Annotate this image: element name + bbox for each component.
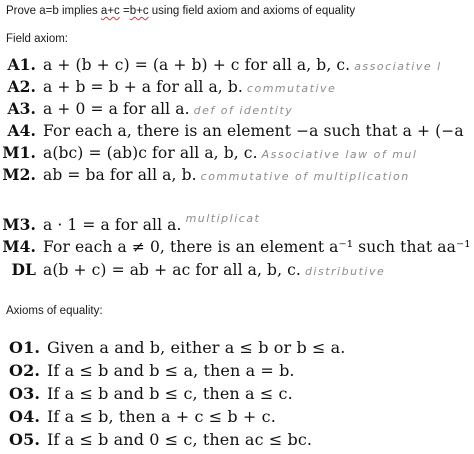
problem-statement <box>6 5 355 17</box>
axiom-id: A1. <box>7 55 36 74</box>
axiom-dl <box>0 260 385 279</box>
axiom-text: a(b + c) = ab + ac for all a, b, c. <box>43 261 301 279</box>
axiom-o3 <box>0 384 293 403</box>
statement-suffix: using field axiom and axioms of equality <box>148 5 356 17</box>
axiom-id: O4. <box>9 407 40 426</box>
axiom-id: DL <box>11 260 36 279</box>
axiom-id: A3. <box>7 99 36 118</box>
axiom-a1 <box>0 55 442 74</box>
equality-axioms-heading: Axioms of equality: <box>6 305 103 317</box>
axiom-id: O1. <box>9 338 40 357</box>
axiom-id: A2. <box>7 77 36 96</box>
axiom-id: O5. <box>9 430 40 449</box>
axiom-o2 <box>0 361 295 380</box>
handwritten-note: commutative <box>246 82 337 95</box>
axiom-m2 <box>0 165 410 184</box>
handwritten-note: multiplicat <box>185 212 261 225</box>
axiom-id: O2. <box>9 361 40 380</box>
axiom-text: ab = ba for all a, b. <box>43 166 197 184</box>
axiom-id: M1. <box>2 143 36 162</box>
handwritten-note: distributive <box>304 265 386 278</box>
axiom-a4 <box>0 121 464 140</box>
axiom-text: a + 0 = a for all a. <box>43 100 190 118</box>
axiom-text: If a ≤ b and b ≤ c, then a ≤ c. <box>47 384 293 403</box>
axiom-id: M3. <box>2 215 36 234</box>
axiom-a3 <box>0 99 293 118</box>
spellcheck-flag: a+c <box>100 5 120 17</box>
axiom-text: If a ≤ b and 0 ≤ c, then ac ≤ bc. <box>47 430 313 449</box>
axiom-o5 <box>0 430 312 449</box>
axiom-id: M2. <box>2 165 36 184</box>
field-axiom-heading: Field axiom: <box>6 33 68 45</box>
axiom-id: O3. <box>9 384 40 403</box>
axiom-text: a + (b + c) = (a + b) + c for all a, b, c. <box>43 56 351 74</box>
axiom-text: For each a, there is an element −a such that a + (−a <box>43 122 464 140</box>
axiom-text: a(bc) = (ab)c for all a, b, c. <box>43 144 258 162</box>
handwritten-note: Associative law of mul <box>261 148 418 161</box>
axiom-text: a · 1 = a for all a. <box>43 216 182 234</box>
axiom-id: A4. <box>7 121 36 140</box>
handwritten-note: def of identity <box>193 104 294 117</box>
axiom-o1 <box>0 338 346 357</box>
axiom-text: For each a ≠ 0, there is an element a⁻¹ such that aa⁻¹ <box>43 238 471 256</box>
handwritten-note: commutative of multiplication <box>200 170 410 183</box>
axiom-o4 <box>0 407 276 426</box>
statement-prefix: Prove a=b implies <box>6 5 101 17</box>
spellcheck-flag: b+c <box>129 5 149 17</box>
axiom-a2 <box>0 77 336 96</box>
axiom-m4 <box>0 237 471 256</box>
axiom-m1 <box>0 143 417 162</box>
axiom-text: If a ≤ b, then a + c ≤ b + c. <box>47 407 276 426</box>
axiom-id: M4. <box>2 237 36 256</box>
axiom-m3 <box>0 212 261 234</box>
axiom-text: If a ≤ b and b ≤ a, then a = b. <box>47 361 295 380</box>
handwritten-note: associative l <box>354 60 442 73</box>
axiom-text: Given a and b, either a ≤ b or b ≤ a. <box>47 338 346 357</box>
axiom-text: a + b = b + a for all a, b. <box>43 78 243 96</box>
statement-mid: = <box>119 5 130 17</box>
